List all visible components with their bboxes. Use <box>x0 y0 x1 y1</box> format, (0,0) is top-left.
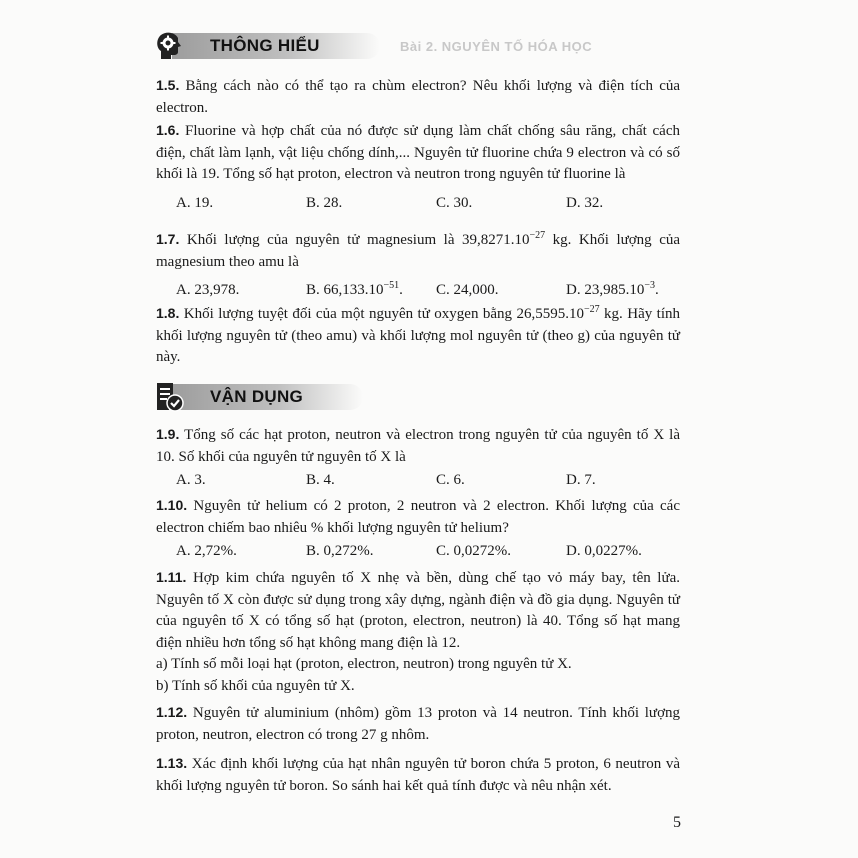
section-header-thong-hieu <box>152 30 380 62</box>
question-text: Nguyên tử helium có 2 proton, 2 neutron và 2 electron. Khối lượng của các electron chiếm bao nhiêu % khối lượng nguyên tử helium? <box>156 498 681 536</box>
section-title: VẬN DỤNG <box>210 387 304 406</box>
option-d: D. 7. <box>566 472 596 488</box>
option-a: A. 23,978. <box>176 282 240 298</box>
question-1-10 <box>156 495 680 563</box>
question-1-13 <box>156 753 680 797</box>
question-text-post: kg. Khối lượng của magnesium theo amu là <box>156 232 681 270</box>
option-d: D. 32. <box>566 194 604 211</box>
section-bar <box>172 384 363 410</box>
option-c: C. 24,000. <box>436 282 499 298</box>
question-number: 1.10. <box>156 497 188 513</box>
section-header-van-dung <box>152 381 363 413</box>
question-1-11 <box>156 567 680 697</box>
exponent: −27 <box>583 304 600 315</box>
checklist-icon <box>152 380 186 414</box>
question-number: 1.12. <box>156 704 188 720</box>
question-1-8 <box>156 303 680 369</box>
bleed-through-header: Bài 2. NGUYÊN TỐ HÓA HỌC <box>400 39 593 54</box>
answer-options <box>156 280 680 302</box>
question-1-5 <box>156 75 680 119</box>
section-bar <box>172 33 380 59</box>
question-number: 1.8. <box>156 305 180 321</box>
option-a: A. 3. <box>176 472 206 488</box>
option-d-exp: −3 <box>644 280 655 291</box>
option-d-base: D. 23,985.10 <box>566 282 645 298</box>
question-number: 1.11. <box>156 569 187 585</box>
sub-question-b: b) Tính số khối của nguyên tử X. <box>156 677 355 694</box>
sub-question-a: a) Tính số mỗi loại hạt (proton, electron, neutron) trong nguyên tử X. <box>156 656 572 672</box>
question-text: Hợp kim chứa nguyên tố X nhẹ và bền, dùng chế tạo vỏ máy bay, tên lửa. Nguyên tố X còn được sử dụng trong xây dựng, ngành điện và đồ gia dụng. Nguyên tử của nguyên tố X có tổng số hạt (proton, electron, neutron) là 40. Tổng số hạt mang điện nhiều hơn tổng số hạt không mang điện là 12. <box>156 570 680 651</box>
question-text-post: kg. Hãy tính khối lượng nguyên tử (theo amu) và khối lượng mol nguyên tử (theo g) của nguyên tử này. <box>156 306 681 365</box>
question-number: 1.13. <box>156 755 188 771</box>
option-b: B. 0,272%. <box>306 543 374 559</box>
question-1-6 <box>156 120 680 214</box>
option-b-exp: −51 <box>383 280 400 291</box>
option-d: D. 0,0227%. <box>566 543 642 559</box>
answer-options <box>156 541 680 563</box>
option-b-post: . <box>399 282 403 298</box>
question-1-9 <box>156 424 680 492</box>
answer-options <box>156 193 680 215</box>
option-b-base: B. 66,133.10 <box>306 282 384 298</box>
question-number: 1.5. <box>156 77 180 93</box>
option-a: A. 2,72%. <box>176 543 237 559</box>
gear-head-icon <box>152 29 186 63</box>
question-text: Tổng số các hạt proton, neutron và electron trong nguyên tử của nguyên tố X là 10. Số khối của nguyên tử nguyên tố X là <box>156 427 680 465</box>
answer-options <box>156 470 680 492</box>
page-number: 5 <box>673 814 681 831</box>
question-number: 1.9. <box>156 426 180 442</box>
question-1-12 <box>156 702 680 746</box>
option-c: C. 6. <box>436 472 465 488</box>
option-d <box>566 280 659 302</box>
question-text: Fluorine và hợp chất của nó được sử dụng làm chất chống sâu răng, chất cách điện, chất làm lạnh, vật liệu chống dính,... Nguyên tử fluorine chứa 9 electron và có số khối là 19. Tổng số hạt proton, electron và neutron trong nguyên tử fluorine là <box>156 123 680 182</box>
question-text-pre: Khối lượng của nguyên tử magnesium là 39,8271.10 <box>186 232 530 248</box>
question-text: Xác định khối lượng của hạt nhân nguyên tử boron chứa 5 proton, 6 neutron và khối lượng nguyên tử boron. So sánh hai kết quả tính được và nêu nhận xét. <box>156 756 681 794</box>
option-a: A. 19. <box>176 194 214 211</box>
section-title: THÔNG HIỂU <box>210 36 320 55</box>
option-d-post: . <box>654 282 659 298</box>
option-c: C. 0,0272%. <box>436 543 511 559</box>
question-number: 1.7. <box>156 231 180 247</box>
question-text-pre: Khối lượng tuyệt đối của một nguyên tử oxygen bằng 26,5595.10 <box>183 306 584 322</box>
option-b <box>306 280 436 302</box>
exponent: −27 <box>529 230 546 241</box>
question-text: Nguyên tử aluminium (nhôm) gồm 13 proton và 14 neutron. Tính khối lượng proton, neutron, electron có trong 27 g nhôm. <box>156 705 680 743</box>
question-text: Bằng cách nào có thể tạo ra chùm electron? Nêu khối lượng và điện tích của electron. <box>156 78 681 116</box>
question-number: 1.6. <box>156 122 180 138</box>
question-1-7 <box>156 229 680 302</box>
option-b: B. 28. <box>306 194 343 211</box>
option-c: C. 30. <box>436 194 473 211</box>
option-b: B. 4. <box>306 472 335 488</box>
